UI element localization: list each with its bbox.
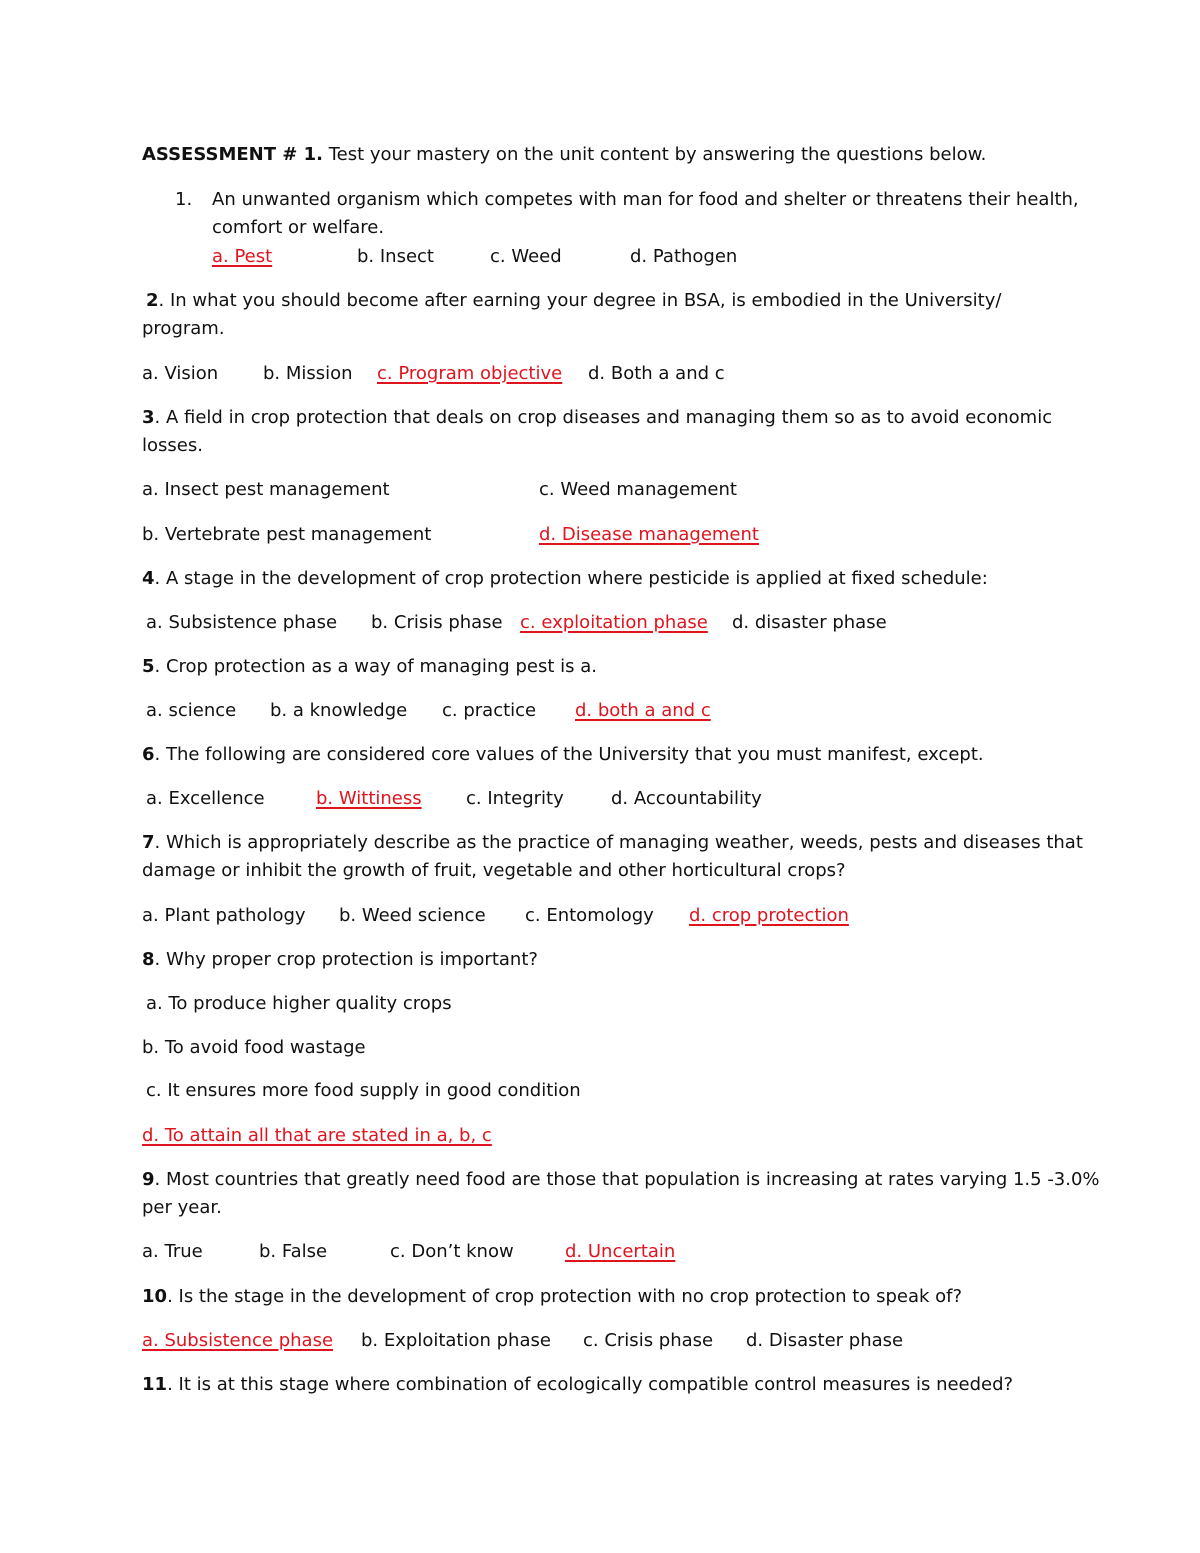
q8-option-c: c. It ensures more food supply in good condition [146, 1080, 581, 1101]
q5-option-a: a. science [146, 700, 237, 721]
q6-option-d: d. Accountability [611, 788, 762, 809]
question-2-text-cont: program. [142, 318, 225, 339]
assessment-heading: ASSESSMENT # 1. Test your mastery on the unit content by answering the questions below. [142, 144, 987, 165]
question-9-text: 9. Most countries that greatly need food are those that population is increasing at rates varying 1.5 -3.0% [142, 1169, 1100, 1190]
q1-option-a-answer: a. Pest [212, 246, 273, 267]
q4-option-a: a. Subsistence phase [146, 612, 338, 633]
q9-option-c: c. Don’t know [390, 1241, 514, 1262]
q10-option-b: b. Exploitation phase [361, 1330, 551, 1351]
question-1-text: An unwanted organism which competes with man for food and shelter or threatens their health, [212, 189, 1079, 210]
q8-option-b: b. To avoid food wastage [142, 1037, 366, 1058]
q8-option-d-answer: d. To attain all that are stated in a, b, c [142, 1125, 492, 1146]
question-7-text-cont: damage or inhibit the growth of fruit, vegetable and other horticultural crops? [142, 860, 846, 881]
q7-option-a: a. Plant pathology [142, 905, 306, 926]
q2-option-c-answer: c. Program objective [377, 363, 563, 384]
q8-option-a: a. To produce higher quality crops [146, 993, 452, 1014]
question-number-1: 1. [175, 189, 193, 210]
q1-option-c: c. Weed [490, 246, 562, 267]
q4-option-b: b. Crisis phase [371, 612, 503, 633]
question-6-text: 6. The following are considered core values of the University that you must manifest, except. [142, 744, 984, 765]
q10-option-c: c. Crisis phase [583, 1330, 714, 1351]
q5-option-b: b. a knowledge [270, 700, 408, 721]
q10-option-a-answer: a. Subsistence phase [142, 1330, 334, 1351]
q3-option-d-answer: d. Disease management [539, 524, 759, 545]
question-3-text: 3. A field in crop protection that deals on crop diseases and managing them so as to avoid economic [142, 407, 1053, 428]
q7-option-d-answer: d. crop protection [689, 905, 849, 926]
question-10-text: 10. Is the stage in the development of crop protection with no crop protection to speak of? [142, 1286, 963, 1307]
q10-option-d: d. Disaster phase [746, 1330, 904, 1351]
question-11-text: 11. It is at this stage where combination of ecologically compatible control measures is needed? [142, 1374, 1014, 1395]
q9-option-b: b. False [259, 1241, 328, 1262]
question-2-text: 2. In what you should become after earning your degree in BSA, is embodied in the University/ [146, 290, 1002, 311]
q7-option-c: c. Entomology [525, 905, 654, 926]
q6-option-c: c. Integrity [466, 788, 564, 809]
q9-option-d-answer: d. Uncertain [565, 1241, 676, 1262]
question-4-text: 4. A stage in the development of crop protection where pesticide is applied at fixed schedule: [142, 568, 988, 589]
question-5-text: 5. Crop protection as a way of managing pest is a. [142, 656, 597, 677]
q7-option-b: b. Weed science [339, 905, 486, 926]
question-3-text-cont: losses. [142, 435, 203, 456]
question-1-text-cont: comfort or welfare. [212, 217, 385, 238]
q5-option-d-answer: d. both a and c [575, 700, 711, 721]
question-7-text: 7. Which is appropriately describe as the practice of managing weather, weeds, pests and diseases that [142, 832, 1083, 853]
q4-option-d: d. disaster phase [732, 612, 887, 633]
q5-option-c: c. practice [442, 700, 537, 721]
question-8-text: 8. Why proper crop protection is important? [142, 949, 538, 970]
q4-option-c-answer: c. exploitation phase [520, 612, 708, 633]
q6-option-a: a. Excellence [146, 788, 265, 809]
q2-option-a: a. Vision [142, 363, 219, 384]
q3-option-b: b. Vertebrate pest management [142, 524, 432, 545]
q1-option-d: d. Pathogen [630, 246, 738, 267]
question-9-text-cont: per year. [142, 1197, 222, 1218]
q2-option-d: d. Both a and c [588, 363, 725, 384]
q9-option-a: a. True [142, 1241, 203, 1262]
q3-option-a: a. Insect pest management [142, 479, 390, 500]
q1-option-b: b. Insect [357, 246, 434, 267]
q6-option-b-answer: b. Wittiness [316, 788, 422, 809]
q3-option-c: c. Weed management [539, 479, 737, 500]
q2-option-b: b. Mission [263, 363, 353, 384]
